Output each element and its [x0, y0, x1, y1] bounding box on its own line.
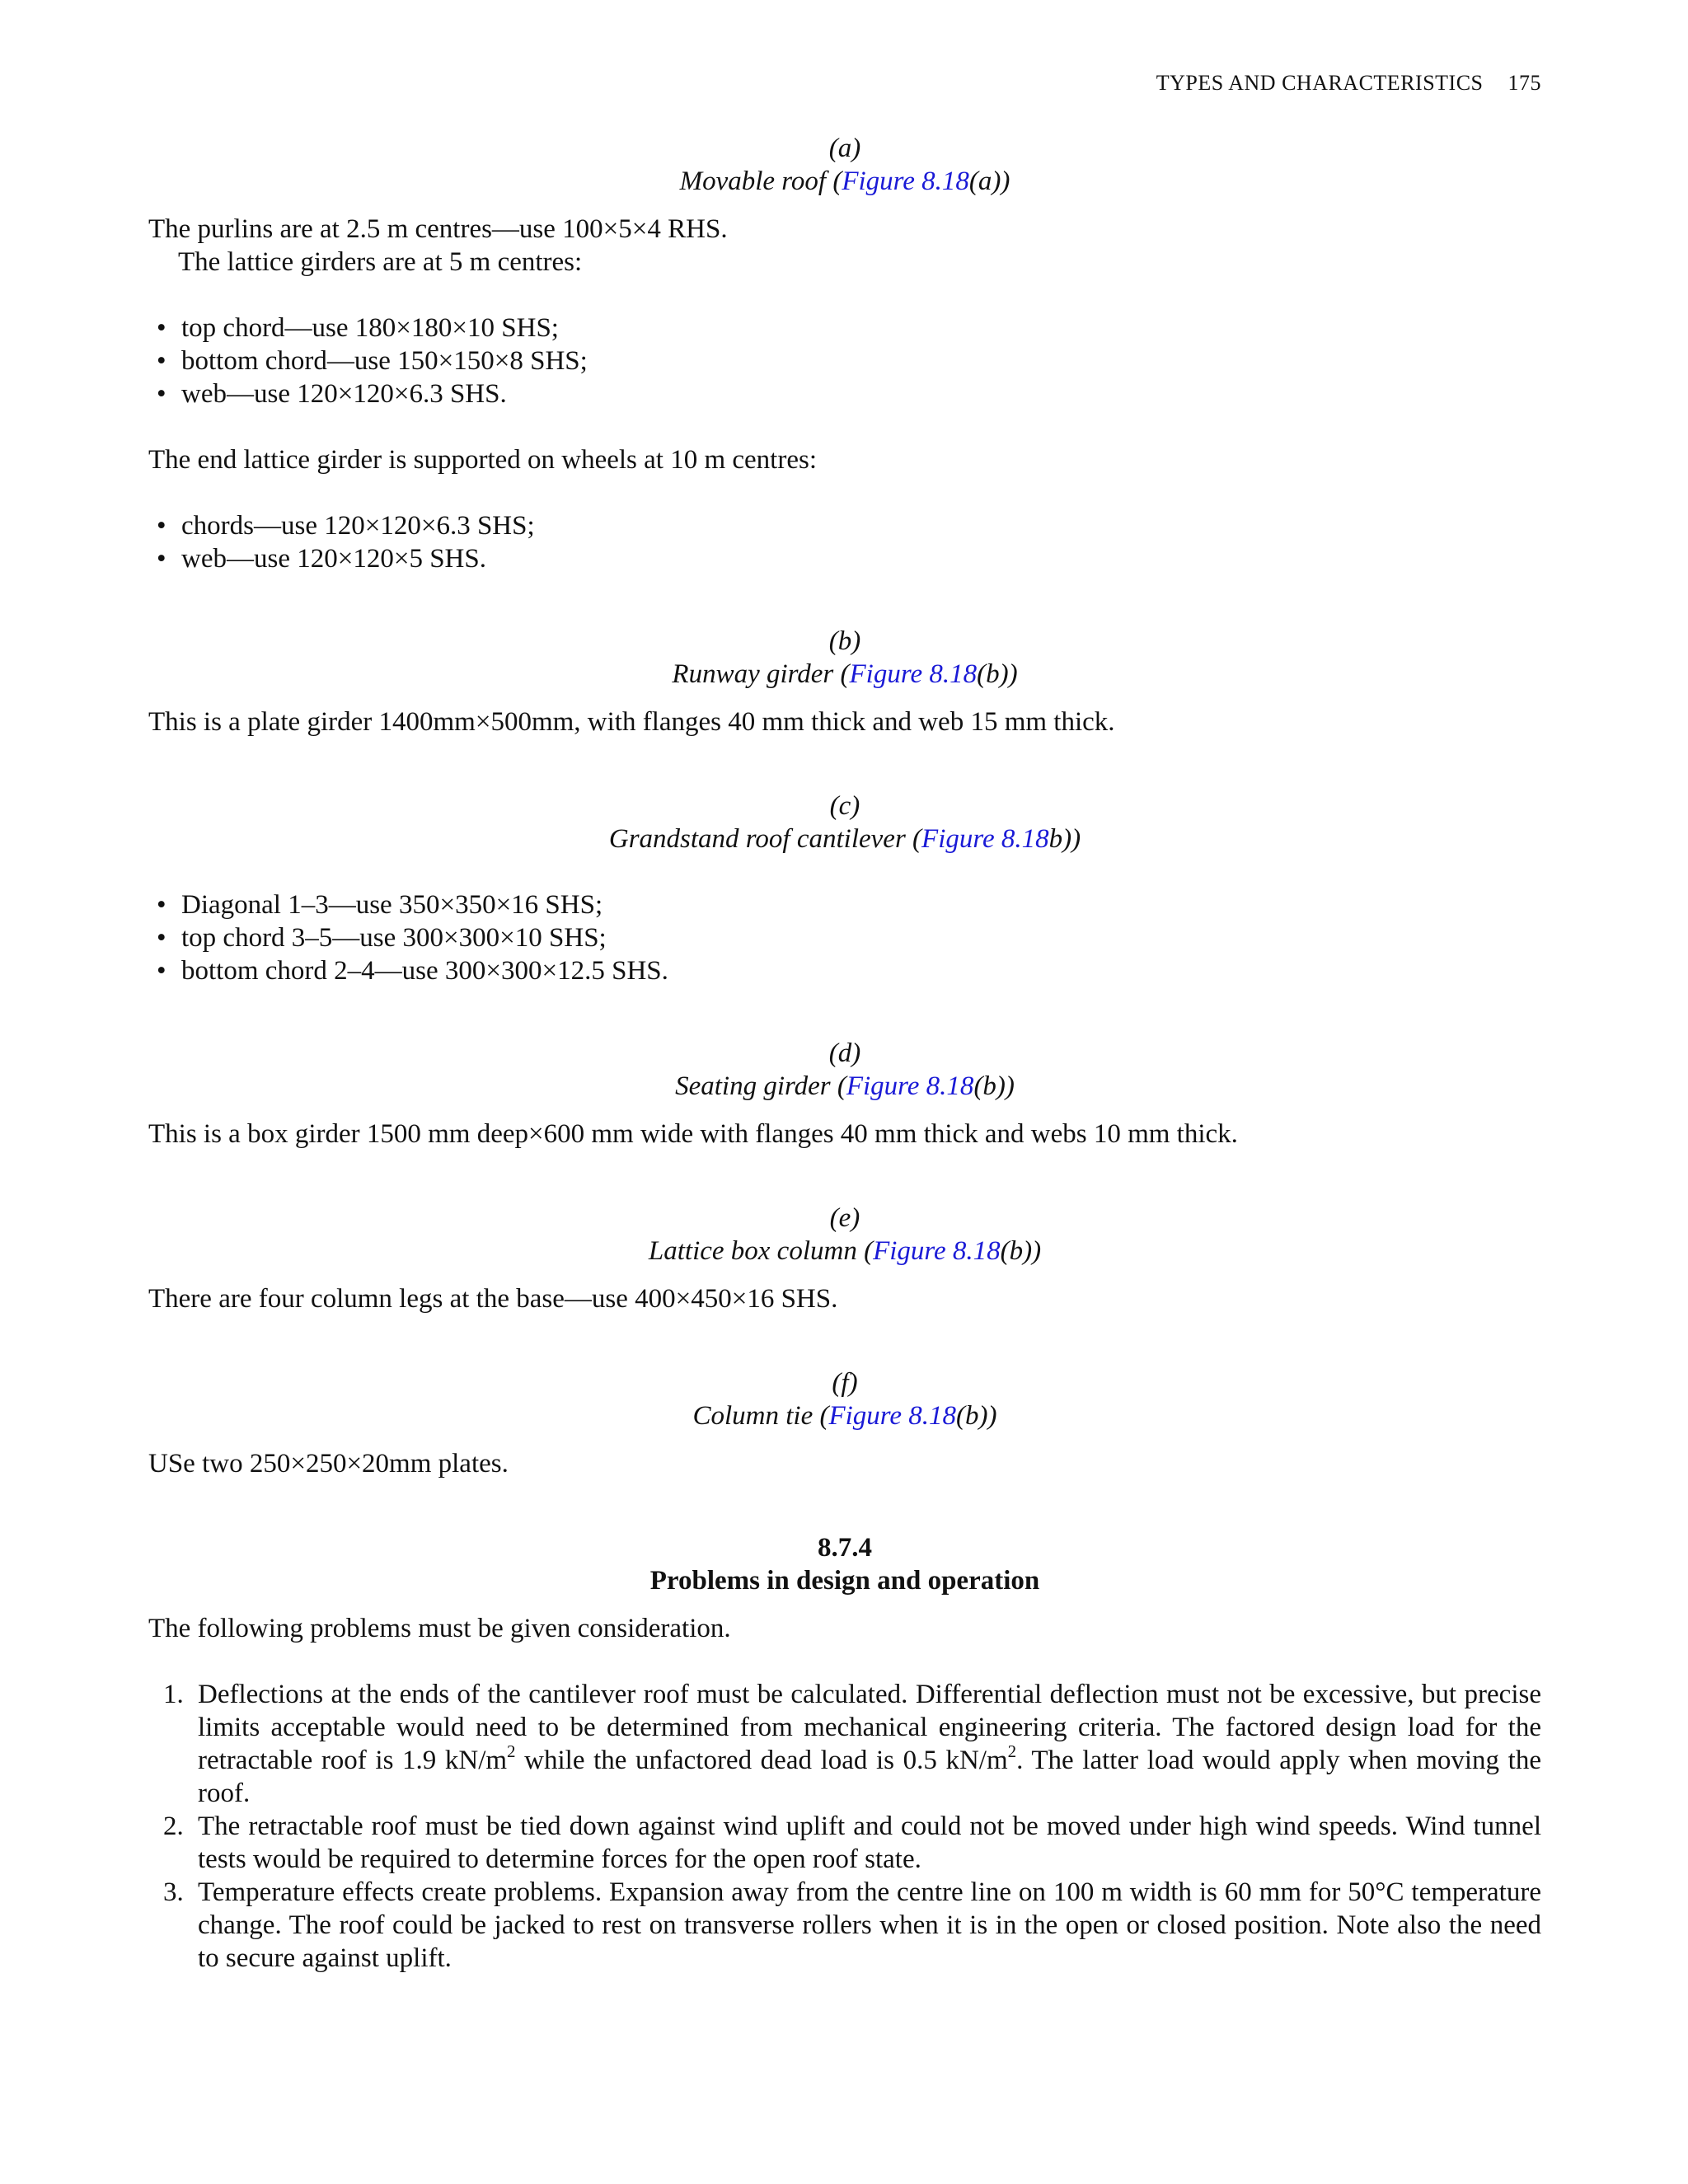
list-item: • web—use 120×120×5 SHS.	[148, 542, 1541, 575]
subsection-letter: (c)	[829, 791, 860, 821]
list-item	[148, 1876, 1541, 1975]
bullet-list	[148, 509, 1541, 575]
subsection-title: Runway girder (	[672, 659, 850, 689]
item-text: Deflections at the ends of the cantilever roof must be calculated. Differential deflection must not be excessive, but precise limits acceptable would need to be determined from mechanical engineering criteria. The factored design load for the retractable roof is 1.9 kN/m	[198, 1680, 1541, 1775]
subsection-letter: (e)	[829, 1203, 860, 1233]
paragraph: There are four column legs at the base—use 400×450×16 SHS.	[148, 1284, 838, 1314]
item-text: while the unfactored dead load is 0.5 kN/m	[515, 1746, 1008, 1775]
figure-suffix: (b))	[956, 1401, 997, 1431]
section-title: TYPES AND CHARACTERISTICS	[1156, 71, 1484, 95]
figure-link[interactable]: Figure 8.18	[846, 1071, 974, 1101]
subsection-title: Movable roof (	[679, 166, 842, 196]
subsection-letter: (f)	[832, 1368, 858, 1398]
item-text: . The latter load would apply when moving the roof.	[198, 1746, 1541, 1808]
bullet-list	[148, 312, 1541, 410]
bullet-list	[148, 888, 1541, 987]
page-number: 175	[1507, 71, 1541, 95]
section-title: Problems in design and operation	[649, 1566, 1040, 1596]
list-item: • web—use 120×120×6.3 SHS.	[148, 377, 1541, 410]
figure-suffix: (b))	[973, 1071, 1015, 1101]
figure-suffix: (b))	[1000, 1236, 1042, 1266]
paragraph: USe two 250×250×20mm plates.	[148, 1449, 509, 1479]
figure-suffix: (b))	[977, 659, 1018, 689]
superscript: 2	[507, 1741, 516, 1761]
subsection-title: Seating girder (	[675, 1071, 846, 1101]
figure-link[interactable]: Figure 8.18	[849, 659, 978, 689]
figure-suffix: b))	[1048, 824, 1081, 854]
section-number: 8.7.4	[818, 1533, 872, 1563]
list-item: • top chord 3–5—use 300×300×10 SHS;	[148, 921, 1541, 954]
numbered-list	[148, 1678, 1541, 1975]
subsection-heading-b	[148, 625, 1541, 691]
list-item	[148, 1678, 1541, 1810]
running-head	[1156, 71, 1541, 96]
list-item: • top chord—use 180×180×10 SHS;	[148, 312, 1541, 344]
subsection-heading-e	[148, 1202, 1541, 1268]
section-heading	[148, 1531, 1541, 1597]
subsection-title: Lattice box column (	[648, 1236, 874, 1266]
paragraph: The end lattice girder is supported on wheels at 10 m centres:	[148, 445, 817, 475]
item-number: 2.	[163, 1811, 184, 1841]
superscript: 2	[1007, 1741, 1017, 1761]
paragraph: The purlins are at 2.5 m centres—use 100×5×4 RHS.	[148, 214, 728, 244]
paragraph: The lattice girders are at 5 m centres:	[178, 247, 583, 277]
list-item: • bottom chord 2–4—use 300×300×12.5 SHS.	[148, 954, 1541, 987]
subsection-letter: (a)	[828, 134, 861, 163]
figure-link[interactable]: Figure 8.18	[842, 166, 969, 196]
figure-link[interactable]: Figure 8.18	[921, 824, 1049, 854]
subsection-title: Grandstand roof cantilever (	[608, 824, 922, 854]
item-number: 3.	[163, 1877, 184, 1907]
item-text: Temperature effects create problems. Expansion away from the centre line on 100 m width is 60 mm for 50°C temperature change. The roof could be jacked to rest on transverse rollers when it is in the open or closed position. Note also the need to secure against uplift.	[198, 1877, 1541, 1973]
subsection-heading-a	[148, 132, 1541, 198]
subsection-letter: (b)	[828, 626, 861, 656]
list-item: • chords—use 120×120×6.3 SHS;	[148, 509, 1541, 542]
list-item: • Diagonal 1–3—use 350×350×16 SHS;	[148, 888, 1541, 921]
item-text: The retractable roof must be tied down against wind uplift and could not be moved under high wind speeds. Wind tunnel tests would be required to determine forces for the open roof state.	[198, 1811, 1541, 1874]
figure-suffix: (a))	[968, 166, 1010, 196]
subsection-heading-f	[148, 1366, 1541, 1432]
subsection-letter: (d)	[828, 1038, 861, 1068]
list-item: • bottom chord—use 150×150×8 SHS;	[148, 344, 1541, 377]
item-number: 1.	[163, 1680, 184, 1709]
subsection-heading-c	[148, 790, 1541, 855]
subsection-heading-d	[148, 1037, 1541, 1103]
list-item	[148, 1810, 1541, 1876]
subsection-title: Column tie (	[692, 1401, 829, 1431]
paragraph: This is a box girder 1500 mm deep×600 mm wide with flanges 40 mm thick and webs 10 mm thick.	[148, 1119, 1238, 1149]
paragraph: The following problems must be given consideration.	[148, 1614, 731, 1643]
paragraph: This is a plate girder 1400mm×500mm, with flanges 40 mm thick and web 15 mm thick.	[148, 707, 1115, 737]
page-content	[148, 132, 1541, 1975]
figure-link[interactable]: Figure 8.18	[873, 1236, 1001, 1266]
figure-link[interactable]: Figure 8.18	[828, 1401, 957, 1431]
